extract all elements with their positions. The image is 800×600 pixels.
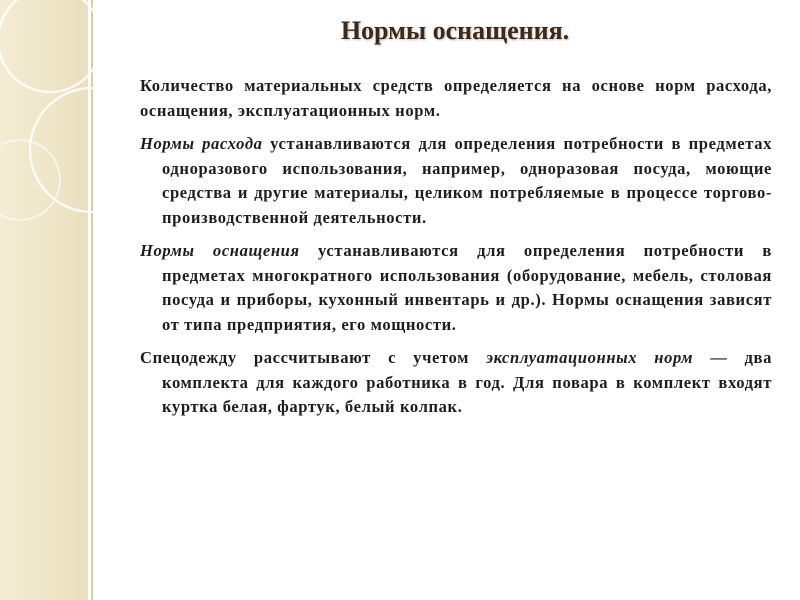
slide-content [140,74,772,429]
workwear-text: — два комплекта для каждого работника в год. Для повара в комплект входят куртка белая, фартук, белый колпак. [162,348,772,416]
equipment-norms-text: устанавливаются для определения потребности в предметах многократного использования (оборудование, мебель, столовая посуда и приборы, кухонный инвентарь и др.). Нормы оснащения зависят от типа предприятия, его мощности. [162,241,772,334]
workwear-lead: Спецодежду рассчитывают с учетом [140,348,487,367]
slide-title: Нормы оснащения. [340,16,570,45]
equipment-norms-paragraph [140,239,772,337]
equipment-norms-term: Нормы оснащения [140,241,300,260]
operational-norms-term: эксплуатационных норм [486,348,694,367]
intro-paragraph: Количество материальных средств определяется на основе норм расхода, оснащения, эксплуатационных норм. [140,76,772,120]
workwear-paragraph [140,346,772,420]
consumption-norms-text: устанавливаются для определения потребности в предметах одноразового использования, например, одноразовая посуда, моющие средства и другие материалы, целиком потребляемые в процессе торгово-производственной деятельности. [162,134,772,227]
consumption-norms-paragraph [140,132,772,230]
consumption-norms-term: Нормы расхода [140,134,263,153]
